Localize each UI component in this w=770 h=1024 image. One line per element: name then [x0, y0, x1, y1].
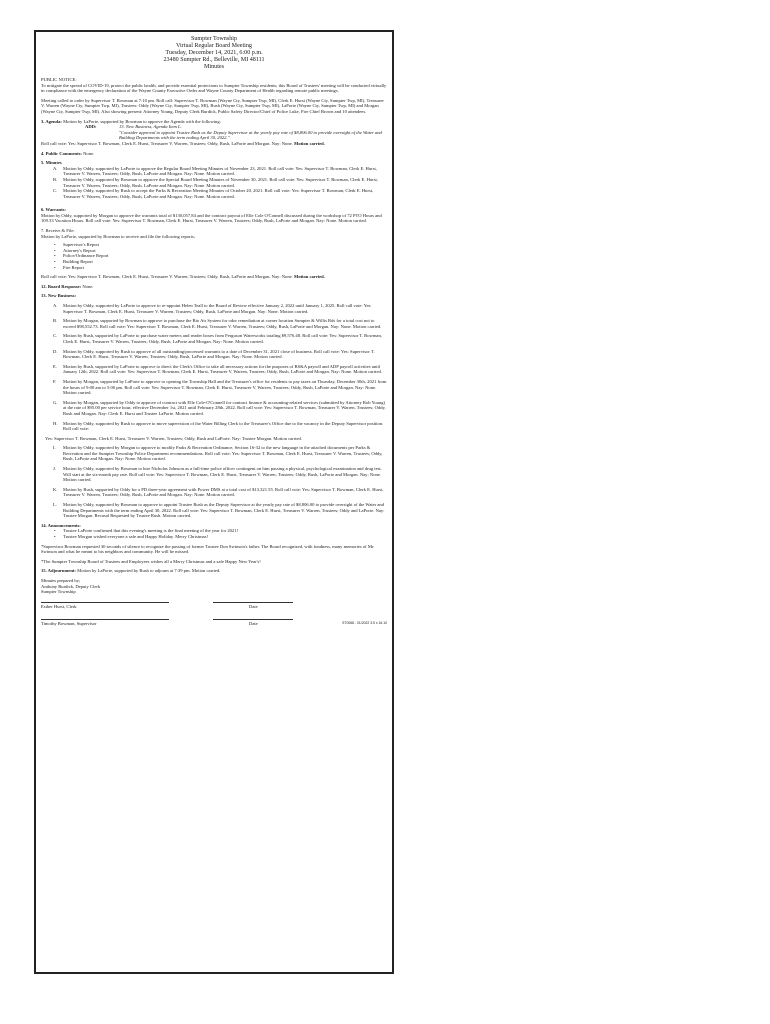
- receive-file-carried: Motion carried.: [294, 274, 325, 280]
- list-item: [53, 399, 387, 417]
- meeting-type: Virtual Regular Board Meeting: [176, 43, 252, 49]
- minutes-document: [34, 30, 394, 974]
- warrants-text: Motion by Oddy, supported by Morgan to approve the warrants total of $130,057.84 and the contract payout of Elle Cole O'Connell discussed during the workshop of 72 PTO Hours and 109.33 Vacation Hours. Roll call vote: Yes: Supervisor T. Bowman, Clerk E. Hurst, Treasurer V. Warren, Trustees; Oddy, Rush, LaPorte and Morgan. Nay: None. Motion carried.: [41, 212, 382, 224]
- list-item-label: B.: [53, 176, 58, 182]
- announcements-section: [41, 523, 387, 540]
- list-item: [53, 378, 387, 396]
- agenda-roll-call: Roll call vote: Yes: Supervisor T. Bowman, Clerk E. Hurst, Treasurer V. Warren, Trustees; Oddy, Rush, LaPorte and Morgan. Nay: None.: [41, 140, 294, 146]
- list-item: [53, 303, 387, 314]
- list-item-text: Motion by Oddy, supported by Rush to approve to move supervision of the Water Billing Clerk to the Treasurer's Office due to the vacancy in the Deputy Supervisor position. Roll call vote:: [63, 420, 384, 432]
- bullet-item: • Trustee Morgan wished everyone a safe and Happy Holiday. Merry Christmas!: [63, 534, 387, 540]
- list-item: [53, 420, 387, 432]
- agenda-add-item: 13. New Business, Agenda Item L.: [119, 124, 182, 130]
- prepared-by-label: Minutes prepared by;: [41, 577, 81, 583]
- list-item: [53, 348, 387, 360]
- public-comments-title: 4. Public Comments:: [41, 150, 82, 156]
- bullet-item: • Fire Report: [63, 265, 387, 271]
- list-item: [53, 363, 387, 375]
- clerk-signature-line: [41, 602, 169, 603]
- clerk-signature-block: [41, 599, 387, 613]
- list-item-label: F.: [53, 378, 57, 384]
- prepared-by-org: Sumpter Township: [41, 589, 76, 595]
- public-comments-text: None.: [81, 150, 95, 156]
- board-response-title: 12. Board Response:: [41, 283, 82, 289]
- list-item-label: A.: [53, 303, 58, 308]
- silence-note: *Supervisor Bowman requested 30 seconds of silence to recognize the passing of former Trustee Don Swinson's father. The Board recognized, with fondness, many memories of Mr. Swinson and what he meant to his neighbors and community. He will be missed.: [41, 543, 375, 555]
- minutes-title: 5. Minutes: [41, 160, 62, 166]
- list-item-label: I.: [53, 445, 56, 451]
- new-business-section: [41, 293, 387, 518]
- clerk-name: Esther Hurst, Clerk: [41, 603, 77, 609]
- list-item-text: Motion by Oddy, supported by Bowman to hire Nicholas Johnson as a full-time police officer contingent on him passing a physical, psychological examination and drug test. Will start at the six-month pay rate. Roll call vote: Yes: Supervisor T. Bowman, Clerk E. Hurst, Treasurer V. Warren, Trustees; Oddy, Rush, LaPorte and Morgan. Nay: None. Motion carried.: [63, 466, 382, 483]
- new-business-title: 13. New Business:: [41, 293, 77, 299]
- receive-file-title: 7. Receive & File:: [41, 228, 75, 234]
- public-comments: [41, 151, 387, 157]
- bullet-item: • Police/Ordinance Report: [63, 253, 387, 259]
- list-item-text: Motion by Morgan, supported by Oddy to approve of contract with Elle Cole-O'Connell for contract finance & accounting-related services (submitted by Attorney Rob Young) at the rate of $95.00 per service hour, effective December 1st, 2021 until February 28th, 2022. Roll call vote: Yes: Supervisor T. Bowman, Treasurer V. Warren, Trustees; Oddy, Rush and Morgan. Nay: Clerk E. Hurst and Trustee LaPorte. Motion carried.: [63, 399, 386, 416]
- board-response: [41, 284, 387, 290]
- warrants-title: 6. Warrants:: [41, 207, 66, 213]
- reports-list: [41, 242, 387, 270]
- list-item-text: Motion by Oddy, supported by Bowman to approve to appoint Trustee Rush as the Deputy Supervisor at the yearly pay rate of $8,806.00 to provide oversight of the Water and Building Departments with the term ending April 30, 2022. Roll call vote: Yes: Supervisor T. Bowman, Clerk E. Hurst, Treasurer V. Warren, Trustees; Oddy and LaPorte. Nay: Trustee Morgan. Recusal Requested by Trustee Rush. Motion carried.: [63, 502, 385, 519]
- township-name: Sumpter Township: [190, 36, 237, 42]
- adjournment-text: Motion by LaPorte, supported by Rush to adjourn at 7:39 pm. Motion carried.: [75, 568, 221, 574]
- list-item-label: H.: [53, 420, 58, 426]
- list-item-label: C.: [53, 188, 58, 194]
- document-code: ST0068 - 01/2022 3.5 x 16.10: [342, 620, 387, 625]
- announcements-list: [41, 528, 387, 539]
- clerk-date-line: [213, 602, 293, 603]
- list-item-label: A.: [53, 165, 58, 171]
- minutes-section: [41, 160, 387, 199]
- list-item-text: Motion by Oddy, supported by LaPorte to approve the Regular Board Meeting Minutes of November 23, 2021. Roll call vote: Yes: Supervisor T. Bowman, Clerk E. Hurst, Treasurer V. Warren, Trustees; Oddy, Rush, LaPorte and Morgan. Nay: None. Motion carried.: [63, 165, 377, 177]
- list-item: [53, 502, 387, 519]
- list-item-label: C.: [53, 333, 58, 339]
- bullet-item: • Supervisor's Report: [63, 242, 387, 248]
- call-to-order: Meeting called to order by Supervisor T. Bowman at 7:10 pm. Roll call: Supervisor T. Bowman (Wayne Cty, Sumpter Twp, MI), Clerk E. Hurst (Wayne Cty, Sumpter Twp, MI), Treasurer V. Warren (Wayne Cty, Sumpter Twp, MI), Trustees: Oddy (Wayne Cty, Sumpter Twp, MI), Rush (Wayne Cty, Sumpter Twp, MI), LaPorte (Wayne Cty, Sumpter Twp, MI) and Morgan (Wayne Cty, Sumpter Twp, MI). Also showing present: Attorney Young, Deputy Clerk Burdick, Public Safety Director/Chief of Police Luke, Fire Chief Brown and 10 attendees.: [41, 97, 384, 114]
- list-item-label: K.: [53, 486, 58, 492]
- bullet-item: • Building Report: [63, 259, 387, 265]
- new-business-list-continued: [41, 445, 387, 519]
- public-notice: [41, 77, 387, 94]
- list-item-text: Motion by Rush, supported by Oddy for a PD three-year agreement with Power DMS at a total cost of $13,321.55. Roll call vote: Yes: Supervisor T. Bowman, Clerk E. Hurst, Treasurer V. Warren, Trustees; Oddy, Rush, LaPorte and Morgan. Nay: None. Motion carried.: [63, 486, 384, 498]
- receive-file-section: [41, 228, 387, 280]
- meeting-date: Tuesday, December 14, 2021, 6:00 p.m.: [165, 50, 263, 56]
- list-item-text: Motion by Oddy, supported by Rush to accept the Parks & Recreation Meeting Minutes of October 20, 2021. Roll call vote: Yes: Supervisor T. Bowman, Clerk E. Hurst, Treasurer V. Warren, Trustees; Oddy, Rush, LaPorte and Morgan. Nay: None. Motion carried.: [63, 188, 374, 199]
- agenda-add-label: ADD:: [85, 124, 97, 130]
- announcements-title: 14. Announcements:: [41, 522, 81, 528]
- supervisor-date-line: [213, 619, 293, 620]
- prepared-by-name: Anthony Burdick, Deputy Clerk: [41, 583, 101, 589]
- supervisor-signature-block: [41, 616, 387, 630]
- list-item-text: Motion by Rush, supported by LaPorte to purchase water meters and reader boxes from Ferguson Waterworks totaling $9,576.48. Roll call vote: Yes: Supervisor T. Bowman, Clerk E. Hurst, Treasurer V. Warren, Trustees; Oddy, Rush, LaPorte and Morgan. Nay: None. Motion carried.: [63, 333, 382, 344]
- agenda-add-detail: "Consider approval to appoint Trustee Rush as the Deputy Supervisor at the yearly pay rate of $8,806.00 to provide oversight of the Water and Building Departments with the term ending April 30, 2022.": [119, 129, 382, 141]
- agenda-section: [41, 119, 387, 147]
- list-item: [53, 466, 387, 483]
- new-business-list: [41, 303, 387, 432]
- list-item-text: Motion by Oddy, supported by LaPorte to approve to re-appoint Helen Teall to the Board of Review effective January 2, 2022 until January 1, 2025. Roll call vote: Yes: Supervisor T. Bowman, Clerk E. Hurst, Treasurer V. Warren, Trustees; Oddy, Rush, LaPorte and Morgan. Nay: None. Motion carried.: [63, 303, 372, 314]
- minutes-list: [41, 166, 387, 200]
- list-item-label: J.: [53, 466, 56, 472]
- supervisor-name: Timothy Bowman, Supervisor: [41, 620, 97, 626]
- list-item-label: G.: [53, 399, 58, 405]
- document-title: Minutes: [204, 64, 224, 70]
- agenda-add-spacer: [85, 130, 119, 141]
- item-h-roll-call: Yes: Supervisor T. Bowman, Clerk E. Hurst, Treasurer V. Warren, Trustees; Oddy, Rush and LaPorte. Nay: Trustee Morgan. Motion carried.: [45, 435, 302, 441]
- receive-file-text: Motion by LaPorte, supported by Bowman to receive and file the following reports;: [41, 233, 195, 239]
- receive-file-roll-call: Roll call vote: Yes: Supervisor T. Bowman, Clerk E. Hurst, Treasurer V. Warren, Trustees; Oddy, Rush, LaPorte and Morgan. Nay: None.: [41, 274, 294, 280]
- list-item: [53, 318, 387, 329]
- list-item-text: Motion by Oddy, supported by Bowman to approve the Special Board Meeting Minutes of November 30, 2021. Roll call vote: Yes: Supervisor T. Bowman, Clerk E. Hurst, Treasurer V. Warren, Trustees; Oddy, Rush, LaPorte and Morgan. Nay: None. Motion carried.: [63, 176, 378, 188]
- list-item-text: Motion by Rush, supported by LaPorte to approve to direct the Clerk's Office to take all necessary actions for the purposes of BS&A payroll and ADP payroll activities until January 12th, 2022. Roll call vote: Yes: Supervisor T. Bowman, Clerk E. Hurst, Treasurer V. Warren, Trustees; Oddy, Rush, LaPorte and Morgan. Nay: None. Motion carried.: [63, 363, 382, 375]
- supervisor-date-label: Date: [249, 620, 258, 626]
- list-item-text: Motion by Morgan, supported by Bowman to approve to purchase the Bio Air System for odor remediation at corner location Sumpter & Willis Rds for a total cost not to exceed $98,552.73. Roll call vote: Yes: Supervisor T. Bowman, Clerk E. Hurst, Treasurer V. Warren, Trustees; Oddy, Rush, LaPorte and Morgan. Nay: None. Motion carried.: [63, 318, 382, 329]
- agenda-text: Motion by LaPorte, supported by Bowman to approve the Agenda with the following:: [61, 118, 221, 124]
- list-item: [53, 188, 387, 199]
- bullet-item: • Trustee LaPorte confirmed that this evening's meeting is the final meeting of the year for 2021!: [63, 528, 387, 534]
- holiday-note: *The Sumpter Township Board of Trustees and Employees wishes all a Merry Christmas and a safe Happy New Year's!: [41, 558, 261, 564]
- public-notice-body: To mitigate the spread of COVID-19, protect the public health, and provide essential protections to Sumpter Township residents; this Board of Trustees' meeting will be conducted virtually in compliance with the emergency declaration of the Wayne County Executive Order and Wayne County Department of Health regarding remote public meetings.: [41, 82, 387, 94]
- list-item-label: D.: [53, 348, 58, 354]
- warrants-section: [41, 207, 387, 224]
- clerk-date-label: Date: [249, 603, 258, 609]
- adjournment: [41, 568, 387, 574]
- agenda-add-detail-row: [85, 130, 387, 141]
- agenda-carried: Motion carried.: [294, 140, 325, 146]
- list-item-label: E.: [53, 363, 57, 369]
- document-header: [41, 36, 387, 71]
- list-item: [53, 445, 387, 462]
- list-item: [53, 486, 387, 498]
- list-item: [53, 333, 387, 344]
- supervisor-signature-line: [41, 619, 169, 620]
- list-item: [53, 176, 387, 188]
- bullet-item: • Attorney's Report: [63, 248, 387, 254]
- adjournment-title: 15. Adjournment:: [41, 568, 76, 574]
- list-item: [53, 165, 387, 177]
- list-item-text: Motion by Morgan, supported by LaPorte to approve to opening the Township Hall and the Treasurer's office for residents to pay taxes on Thursday, December 30th, 2021 from the hours of 9:00 am to 5:00 pm. Roll call vote: Yes: Supervisor T. Bowman, Clerk E. Hurst, Treasurer V. Warren, Trustees; Oddy, Rush, LaPorte and Morgan. Nay: None. Motion carried.: [63, 378, 387, 396]
- board-response-text: None.: [81, 283, 94, 289]
- meeting-address: 23480 Sumpter Rd., Belleville, MI 48111: [163, 57, 265, 63]
- list-item-text: Motion by Oddy, supported by Rush to approve of all outstanding/processed warrants to a date of December 31, 2021 close of business. Roll call vote: Yes: Supervisor T. Bowman, Clerk E. Hurst, Treasurer V. Warren, Trustees; Oddy, Rush, LaPorte and Morgan. Nay: None. Motion carried.: [63, 348, 375, 360]
- list-item-label: B.: [53, 318, 58, 324]
- agenda-title: 3. Agenda:: [41, 118, 62, 124]
- list-item-label: L.: [53, 502, 57, 508]
- list-item-text: Motion by Oddy, supported by Morgan to approve to modify Parks & Recreation Ordinance, Section 16-32 to the new language in the attached documents per Parks & Recreation and the Sumpter Township Police Department recommendations. Roll call vote: Yes: Supervisor T. Bowman, Clerk E. Hurst, Treasurer V. Warren, Trustees; Oddy, Rush, LaPorte and Morgan. Nay: None. Motion carried.: [63, 445, 383, 462]
- public-notice-title: PUBLIC NOTICE:: [41, 77, 77, 82]
- prepared-by: [41, 578, 387, 595]
